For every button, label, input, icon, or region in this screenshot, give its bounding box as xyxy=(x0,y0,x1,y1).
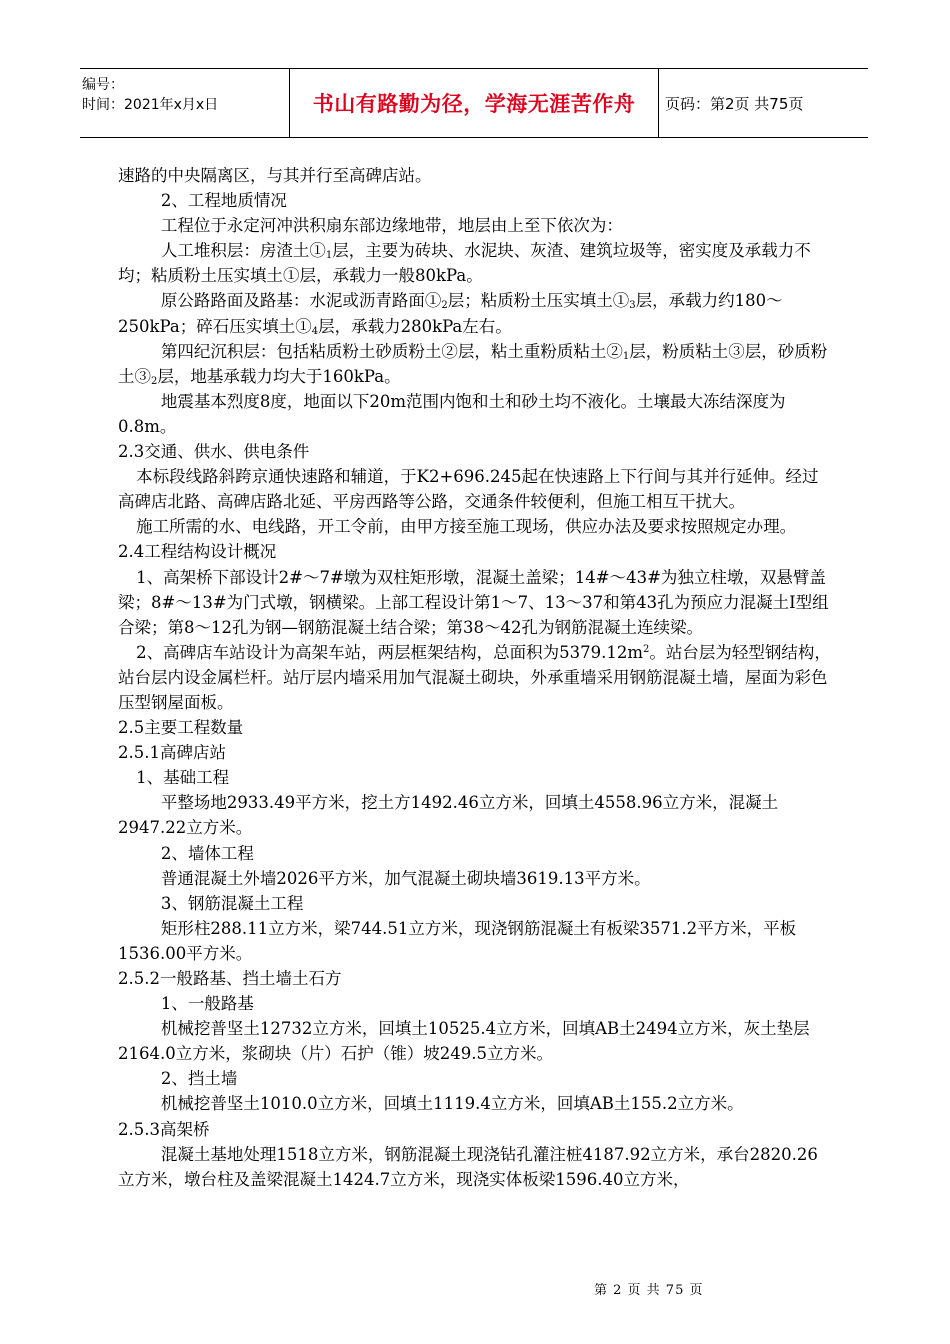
subsection-heading: 1、一般路基 xyxy=(160,994,254,1014)
paragraph: 人工堆积层：房渣土$①_1$层，主要为砖块、水泥块、灰渣、建筑垃圾等，密实度及承载力不均；粘质粉土压实填土①层，承载力一般80kPa。 xyxy=(118,241,811,286)
page-header xyxy=(80,68,868,138)
section-heading: 2.4工程结构设计概况 xyxy=(118,542,277,562)
header-motto: 书山有路勤为径，学海无涯苦作舟 xyxy=(290,69,659,137)
section-heading: 2.5主要工程数量 xyxy=(118,718,244,738)
document-body xyxy=(118,163,831,1192)
subsection-heading: 1、基础工程 xyxy=(136,768,230,788)
paragraph: 混凝土基地处理1518立方米，钢筋混凝土现浇钻孔灌注桩4187.92立方米，承台2820.26立方米，墩台柱及盖梁混凝土1424.7立方米，现浇实体板梁1596.40立方米， xyxy=(118,1144,818,1189)
paragraph: 原公路路面及路基：水泥或沥青路面$①_2$层；粘质粉土压实填土$①_3$层，承载力约180～250kPa；碎石压实填土$①_4$层，承载力280kPa左右。 xyxy=(118,291,783,337)
paragraph: 矩形柱288.11立方米，梁744.51立方米，现浇钢筋混凝土有板梁3571.2平方米，平板1536.00平方米。 xyxy=(118,918,797,963)
section-heading: 2.5.1高碑店站 xyxy=(118,743,226,763)
header-page-info: 页码：第2页 共75页 xyxy=(665,94,804,113)
document-time-label: 时间：2021年x月x日 xyxy=(82,97,219,113)
paragraph: 普通混凝土外墙2026平方米，加气混凝土砌块墙3619.13平方米。 xyxy=(160,868,651,888)
paragraph: 1、高架桥下部设计2#～7#墩为双柱矩形墩，混凝土盖梁；14#～43#为独立柱墩，双悬臂盖梁；8#～13#为门式墩，钢横梁。上部工程设计第1～7、13～37和第43孔为预应力混凝土Ⅰ型组合梁；第8～12孔为钢—钢筋混凝土结合梁；第38～42孔为钢筋混凝土连续梁。 xyxy=(118,567,829,637)
subsection-heading: 2、挡土墙 xyxy=(160,1069,238,1089)
paragraph: 工程位于永定河冲洪积扇东部边缘地带，地层由上至下依次为： xyxy=(160,216,623,236)
section-heading: 2.5.2一般路基、挡土墙土石方 xyxy=(118,969,342,988)
paragraph: 机械挖普坚土12732立方米，回填土10525.4立方米，回填AB土2494立方米，灰土垫层2164.0立方米，浆砌块（片）石护（锥）坡249.5立方米。 xyxy=(118,1019,810,1064)
paragraph: 平整场地2933.49平方米，挖土方1492.46立方米，回填土4558.96立方米，混凝土2947.22立方米。 xyxy=(118,793,779,838)
subsection-heading: 3、钢筋混凝土工程 xyxy=(160,893,304,913)
document-number-label: 编号： xyxy=(82,77,124,93)
section-heading: 2.3交通、供水、供电条件 xyxy=(118,442,310,462)
section-heading: 2、工程地质情况 xyxy=(160,191,287,211)
header-meta xyxy=(80,69,290,137)
page-footer: 第 2 页 共 75 页 xyxy=(594,1283,704,1298)
paragraph: 机械挖普坚土1010.0立方米，回填土1119.4立方米，回填AB土155.2立方米。 xyxy=(160,1094,744,1114)
paragraph: 地震基本烈度8度，地面以下20m范围内饱和土和砂土均不液化。土壤最大冻结深度为0.8m。 xyxy=(118,391,786,436)
paragraph: 本标段线路斜跨京通快速路和辅道，于K2+696.245起在快速路上下行间与其并行延伸。经过高碑店北路、高碑店路北延、平房西路等公路，交通条件较便利，但施工相互干扰大。 xyxy=(118,467,819,512)
paragraph: 2、高碑店车站设计为高架车站，两层框架结构，总面积为$5379.12m^2$。站台层为轻型钢结构，站台层内设金属栏杆。站厅层内墙采用加气混凝土砌块，外承重墙采用钢筋混凝土墙，屋面为彩色压型钢屋面板。 xyxy=(118,642,831,712)
paragraph: 速路的中央隔离区，与其并行至高碑店站。 xyxy=(118,166,432,185)
section-heading: 2.5.3高架桥 xyxy=(118,1119,210,1139)
subsection-heading: 2、墙体工程 xyxy=(160,843,254,863)
paragraph: 施工所需的水、电线路，开工令前，由甲方接至施工现场，供应办法及要求按照规定办理。 xyxy=(136,517,797,537)
paragraph: 第四纪沉积层：包括粘质粉土砂质粉土②层，粘土重粉质粘土$②_1$层，粉质粘土③层，砂质粉土$③_2$层，地基承载力均大于160kPa。 xyxy=(118,341,828,387)
